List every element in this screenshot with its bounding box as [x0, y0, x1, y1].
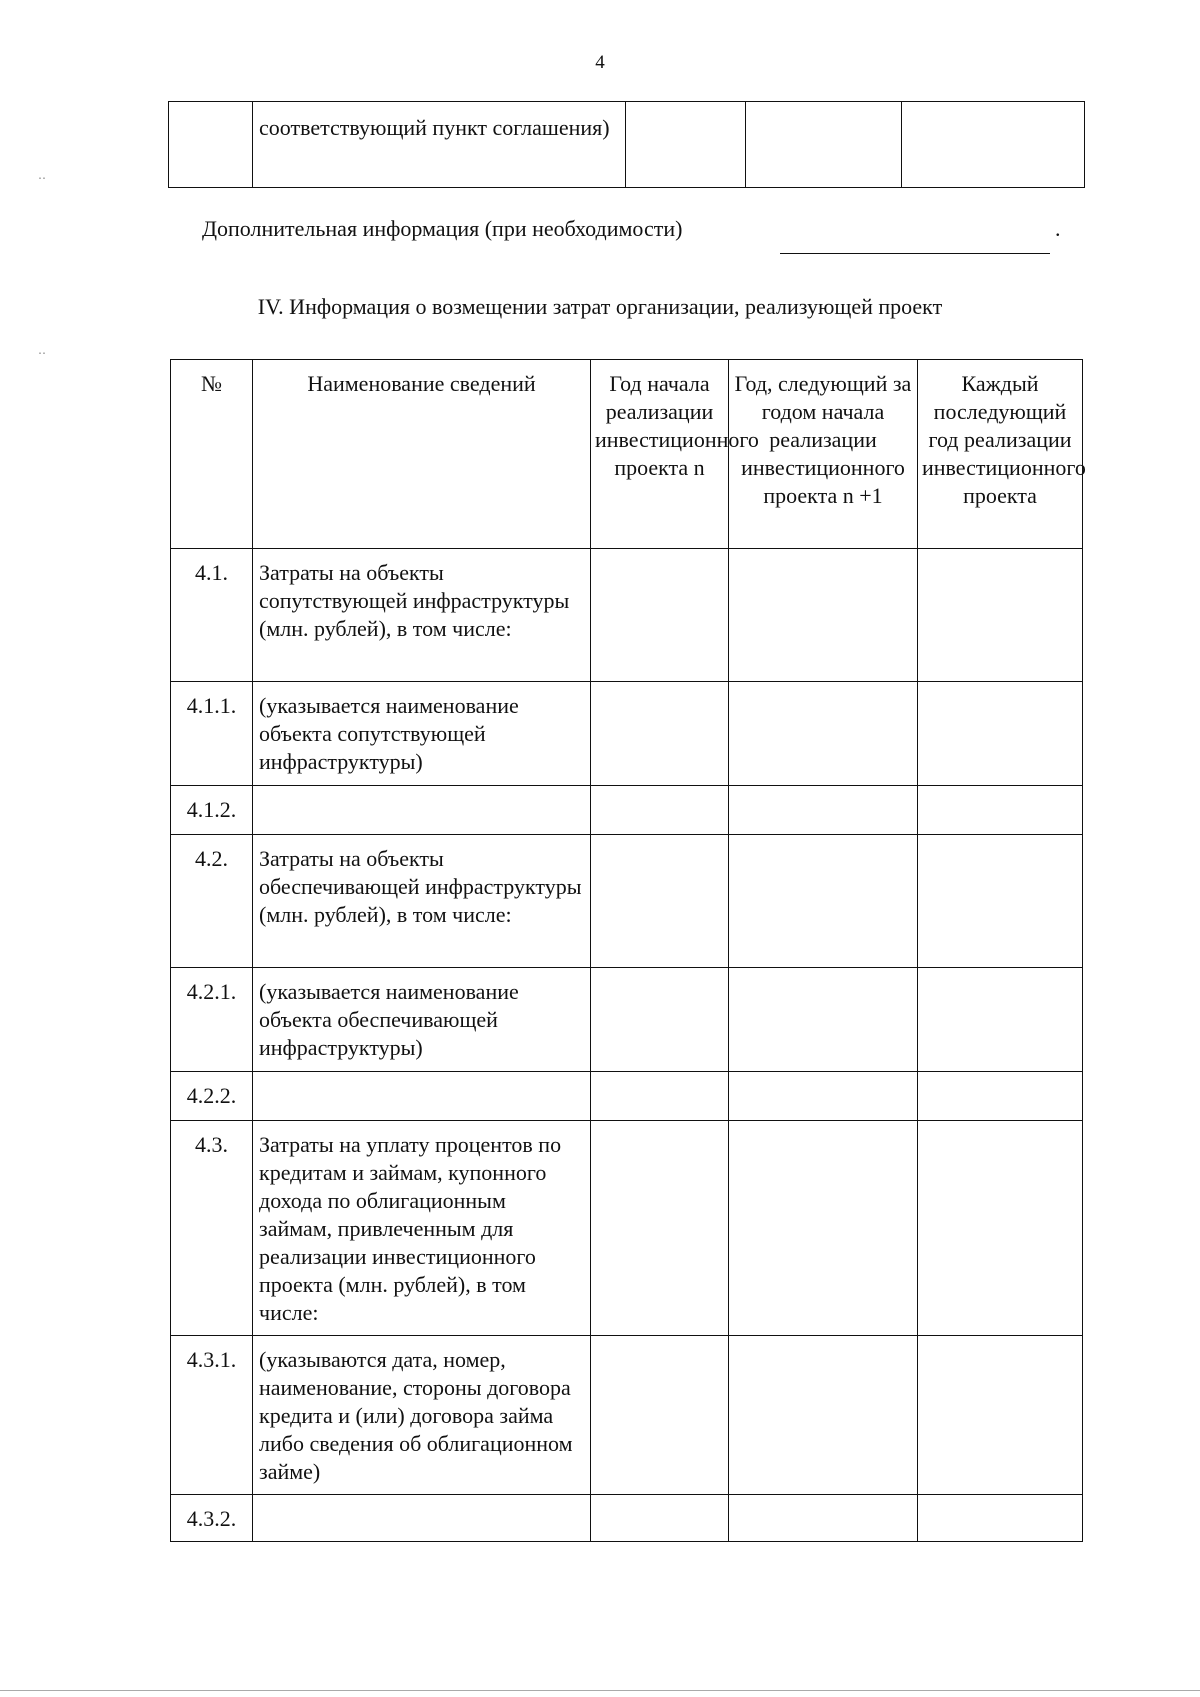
row-name: (указываются дата, номер, наименование, стороны договора кредита и (или) договора займа либо сведения об облигационном займе) [253, 1336, 591, 1495]
row-number: 4.2.1. [171, 968, 253, 1072]
value-cell-year-n [591, 786, 729, 835]
row-name [253, 1072, 591, 1121]
row-name: (указывается наименование объекта сопутствующей инфраструктуры) [253, 682, 591, 786]
value-cell-year-n [591, 968, 729, 1072]
value-cell-year-n [591, 835, 729, 968]
scan-bottom-edge [0, 1690, 1200, 1691]
additional-info-period: . [1055, 216, 1061, 241]
table-row [171, 682, 1083, 786]
value-cell-year-n [591, 1121, 729, 1336]
value-cell-each-year [918, 1336, 1083, 1495]
row-number: 4.1.2. [171, 786, 253, 835]
row-number: 4.2.2. [171, 1072, 253, 1121]
table-row [171, 1072, 1083, 1121]
table-row [171, 1121, 1083, 1336]
value-cell-each-year [918, 1495, 1083, 1542]
value-cell-year-n1 [729, 682, 918, 786]
header-row [171, 360, 1083, 549]
section-title: IV. Информация о возмещении затрат организации, реализующей проект [257, 294, 943, 319]
continuation-table [168, 101, 1085, 188]
header-year-n: Год начала реализации инвестиционного проекта n [591, 360, 729, 549]
value-cell-year-n1 [729, 786, 918, 835]
value-cell-each-year [918, 1072, 1083, 1121]
value-cell-year-n1 [729, 1495, 918, 1542]
value-cell-each-year [918, 1121, 1083, 1336]
value-cell-year-n [591, 1072, 729, 1121]
value-cell-each-year [918, 786, 1083, 835]
value-cell-year-n1 [729, 549, 918, 682]
row-number: 4.2. [171, 835, 253, 968]
value-cell-each-year [918, 835, 1083, 968]
value-cell-year-n1 [729, 1072, 918, 1121]
value-cell-year-n [591, 682, 729, 786]
table-row [171, 968, 1083, 1072]
row-name [253, 1495, 591, 1542]
header-number: № [171, 360, 253, 549]
value-cell-each-year [918, 968, 1083, 1072]
row-number: 4.3.1. [171, 1336, 253, 1495]
cost-reimbursement-table [170, 359, 1086, 1542]
table-row [169, 102, 1085, 188]
table-row [171, 549, 1083, 682]
scan-edge-mark: ‥ [38, 168, 47, 182]
value-cell-year-n [591, 549, 729, 682]
additional-info-label: Дополнительная информация (при необходимости) [202, 216, 683, 241]
additional-info-blank-line [780, 253, 1050, 254]
header-each-year: Каждый последующий год реализации инвестиционного проекта [918, 360, 1083, 549]
value-cell-year-n1 [746, 102, 902, 188]
value-cell-year-n1 [729, 968, 918, 1072]
page-number: 4 [595, 52, 605, 73]
row-number: 4.1. [171, 549, 253, 682]
header-year-n1: Год, следующий за годом начала реализации инвестиционного проекта n +1 [729, 360, 918, 549]
table-row [171, 835, 1083, 968]
table-row [171, 786, 1083, 835]
value-cell-each-year [918, 682, 1083, 786]
row-name: Затраты на объекты обеспечивающей инфраструктуры (млн. рублей), в том числе: [253, 835, 591, 968]
row-number [169, 102, 253, 188]
row-name: Затраты на уплату процентов по кредитам и займам, купонного дохода по облигационным займам, привлеченным для реализации инвестиционного проекта (млн. рублей), в том числе: [253, 1121, 591, 1336]
table-row [171, 1336, 1083, 1495]
row-name: Затраты на объекты сопутствующей инфраструктуры (млн. рублей), в том числе: [253, 549, 591, 682]
value-cell-each-year [902, 102, 1085, 188]
table-row [171, 1495, 1083, 1542]
scan-edge-mark: ‥ [38, 343, 47, 357]
row-name: (указывается наименование объекта обеспечивающей инфраструктуры) [253, 968, 591, 1072]
row-name [253, 786, 591, 835]
value-cell-each-year [918, 549, 1083, 682]
value-cell-year-n1 [729, 835, 918, 968]
value-cell-year-n [591, 1336, 729, 1495]
value-cell-year-n1 [729, 1336, 918, 1495]
row-name: соответствующий пункт соглашения) [253, 102, 626, 188]
value-cell-year-n1 [729, 1121, 918, 1336]
value-cell-year-n [591, 1495, 729, 1542]
value-cell-year-n [626, 102, 746, 188]
row-number: 4.3.2. [171, 1495, 253, 1542]
row-number: 4.1.1. [171, 682, 253, 786]
header-name: Наименование сведений [253, 360, 591, 549]
row-number: 4.3. [171, 1121, 253, 1336]
